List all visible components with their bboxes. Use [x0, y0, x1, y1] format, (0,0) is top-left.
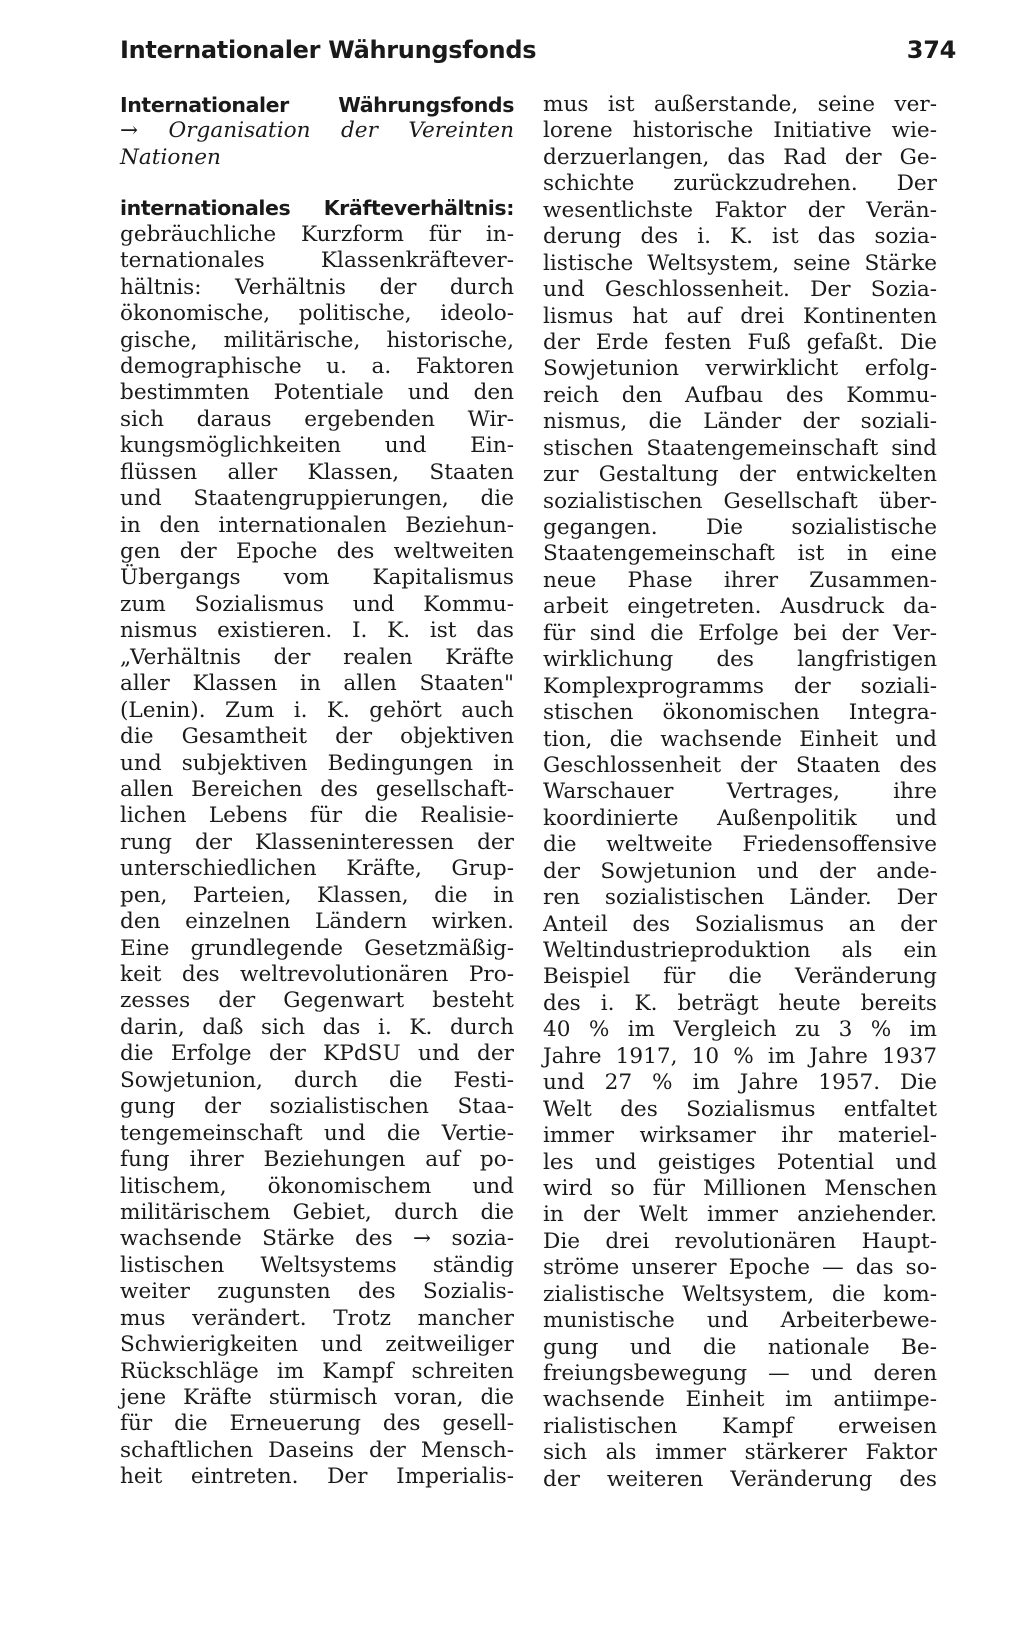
text-line: die Gesamtheit der objektiven [120, 724, 514, 750]
cross-reference-continued: Nationen [120, 144, 221, 170]
text-line: koordinierte Außenpolitik und [543, 805, 937, 831]
text-line: und 27 % im Jahre 1957. Die [543, 1070, 937, 1096]
text-line: darin, daß sich das i. K. durch [120, 1014, 514, 1040]
page-number: 374 [906, 36, 956, 64]
text-line: listische Weltsystem, seine Stärke [543, 250, 937, 276]
text-line: die Erfolge der KPdSU und der [120, 1041, 514, 1067]
text-line: militärischem Gebiet, durch die [120, 1199, 514, 1225]
text-line: Eine grundlegende Gesetzmäßig- [120, 935, 514, 961]
text-line: Staatengemeinschaft ist in eine [543, 541, 937, 567]
text-line: stischen Staatengemeinschaft sind [543, 435, 937, 461]
text-line: freiungsbewegung — und deren [543, 1361, 937, 1386]
right-column [543, 92, 937, 1493]
text-line: lorene historische Initiative wie- [543, 118, 937, 144]
text-line: schichte zurückzudrehen. Der [543, 171, 937, 197]
text-line: demographische u. a. Faktoren [120, 353, 514, 379]
text-line: zur Gestaltung der entwickelten [543, 462, 937, 488]
text-line: Weltindustrieproduktion als ein [543, 938, 937, 963]
text-line: in den internationalen Beziehun- [120, 512, 514, 538]
text-line: gen der Epoche des weltweiten [120, 539, 514, 564]
left-column-body [120, 222, 514, 1491]
text-line: tion, die wachsende Einheit und [543, 726, 937, 752]
text-line: der weiteren Veränderung des [543, 1466, 937, 1492]
text-line: 40 % im Vergleich zu 3 % im [543, 1017, 937, 1043]
text-line: arbeit eingetreten. Ausdruck da- [543, 594, 937, 620]
entry-headword-waehrungsfonds: Internationaler Währungsfonds [120, 93, 514, 117]
right-column-body [543, 92, 937, 1493]
text-line: (Lenin). Zum i. K. gehört auch [120, 697, 514, 723]
text-line: der Sowjetunion und der ande- [543, 858, 937, 884]
text-line: jene Kräfte stürmisch voran, die [120, 1385, 514, 1410]
text-line: des i. K. beträgt heute bereits [543, 990, 937, 1016]
text-line: rung der Klasseninteressen der [120, 829, 514, 855]
text-line: pen, Parteien, Klassen, die in [120, 882, 514, 908]
text-line: les und geistiges Potential und [543, 1149, 937, 1175]
text-line: wirklichung des langfristigen [543, 647, 937, 673]
text-line: hältnis: Verhältnis der durch [120, 274, 514, 300]
text-line: für die Erneuerung des gesell- [120, 1411, 514, 1437]
text-line: den einzelnen Ländern wirken. [120, 909, 514, 935]
text-line: und Geschlossenheit. Der Sozia- [543, 277, 937, 303]
text-line: Sowjetunion, durch die Festi- [120, 1067, 514, 1093]
text-line: unterschiedlichen Kräfte, Grup- [120, 856, 514, 882]
text-line: nismus existieren. I. K. ist das [120, 618, 514, 644]
text-line: sozialistischen Gesellschaft über- [543, 488, 937, 514]
text-line: die weltweite Friedensoffensive [543, 832, 937, 858]
text-line: zesses der Gegenwart besteht [120, 988, 514, 1014]
text-line: Jahre 1917, 10 % im Jahre 1937 [543, 1043, 937, 1069]
text-line: stischen ökonomischen Integra- [543, 700, 937, 726]
text-line: kungsmöglichkeiten und Ein- [120, 433, 514, 459]
text-line: Beispiel für die Veränderung [543, 964, 937, 990]
text-line: ökonomische, politische, ideolo- [120, 301, 514, 327]
text-line: der Erde festen Fuß gefaßt. Die [543, 329, 937, 355]
running-head [120, 36, 956, 76]
text-line: weiter zugunsten des Sozialis- [120, 1279, 514, 1305]
text-line: wird so für Millionen Menschen [543, 1175, 937, 1201]
text-line: Sowjetunion verwirklicht erfolg- [543, 356, 937, 382]
text-line: derzuerlangen, das Rad der Ge- [543, 144, 937, 170]
text-line: aller Klassen in allen Staaten" [120, 671, 514, 697]
cross-reference: → Organisation der Vereinten [120, 118, 514, 144]
text-line: allen Bereichen des gesellschaft- [120, 776, 514, 802]
text-line: Übergangs vom Kapitalismus [120, 565, 514, 591]
text-line: Warschauer Vertrages, ihre [543, 779, 937, 805]
text-line: heit eintreten. Der Imperialis- [120, 1464, 514, 1490]
text-line: fung ihrer Beziehungen auf po- [120, 1147, 514, 1173]
text-line: und Staatengruppierungen, die [120, 486, 514, 512]
text-line: Rückschläge im Kampf schreiten [120, 1358, 514, 1384]
text-line: rialistischen Kampf erweisen [543, 1413, 937, 1439]
left-column [120, 92, 514, 1491]
text-line: Komplexprogramms der soziali- [543, 673, 937, 699]
running-head-title: Internationaler Währungsfonds [120, 36, 537, 64]
text-line: bestimmten Potentiale und den [120, 380, 514, 406]
text-line: Schwierigkeiten und zeitweiliger [120, 1332, 514, 1358]
text-line: schaftlichen Daseins der Mensch- [120, 1437, 514, 1463]
text-line: und subjektiven Bedingungen in [120, 750, 514, 776]
text-line: gebräuchliche Kurzform für in- [120, 221, 514, 247]
text-line: gung der sozialistischen Staa- [120, 1094, 514, 1120]
text-line: neue Phase ihrer Zusammen- [543, 567, 937, 593]
text-line: zialistische Weltsystem, die kom- [543, 1281, 937, 1307]
text-line: ren sozialistischen Länder. Der [543, 885, 937, 911]
text-line: flüssen aller Klassen, Staaten [120, 459, 514, 485]
text-line: sich als immer stärkerer Faktor [543, 1440, 937, 1466]
text-line: Geschlossenheit der Staaten des [543, 752, 937, 778]
text-line: keit des weltrevolutionären Pro- [120, 962, 514, 987]
text-line: munistische und Arbeiterbewe- [543, 1308, 937, 1334]
text-line: gegangen. Die sozialistische [543, 515, 937, 540]
text-line: reich den Aufbau des Kommu- [543, 382, 937, 408]
text-line: nismus, die Länder der soziali- [543, 409, 937, 435]
text-line: sich daraus ergebenden Wir- [120, 406, 514, 432]
text-line: gung und die nationale Be- [543, 1334, 937, 1360]
text-line: listischen Weltsystems ständig [120, 1252, 514, 1278]
text-line: wesentlichste Faktor der Verän- [543, 197, 937, 223]
text-line: wachsende Stärke des → sozia- [120, 1226, 514, 1252]
text-line: lichen Lebens für die Realisie- [120, 803, 514, 829]
text-line: litischem, ökonomischem und [120, 1173, 514, 1199]
text-line: zum Sozialismus und Kommu- [120, 591, 514, 617]
text-line: mus verändert. Trotz mancher [120, 1305, 514, 1331]
text-line: Welt des Sozialismus entfaltet [543, 1096, 937, 1122]
text-line: in der Welt immer anziehender. [543, 1202, 937, 1228]
text-line: wachsende Einheit im antiimpe- [543, 1387, 937, 1413]
text-line: tengemeinschaft und die Vertie- [120, 1120, 514, 1146]
text-line: mus ist außerstande, seine ver- [543, 92, 937, 117]
text-line: ternationales Klassenkräftever- [120, 248, 514, 274]
text-line: „Verhältnis der realen Kräfte [120, 644, 514, 670]
text-line: ströme unserer Epoche — das so- [543, 1255, 937, 1281]
entry-headword-kraefteverhaeltnis: internationales Kräfteverhältnis: [120, 196, 514, 221]
text-line: Die drei revolutionären Haupt- [543, 1228, 937, 1254]
text-line: lismus hat auf drei Kontinenten [543, 303, 937, 329]
text-line: Anteil des Sozialismus an der [543, 911, 937, 937]
entry-spacer [120, 171, 514, 195]
text-line: gische, militärische, historische, [120, 327, 514, 353]
text-line: für sind die Erfolge bei der Ver- [543, 620, 937, 646]
text-line: derung des i. K. ist das sozia- [543, 224, 937, 250]
text-line: immer wirksamer ihr materiel- [543, 1123, 937, 1149]
